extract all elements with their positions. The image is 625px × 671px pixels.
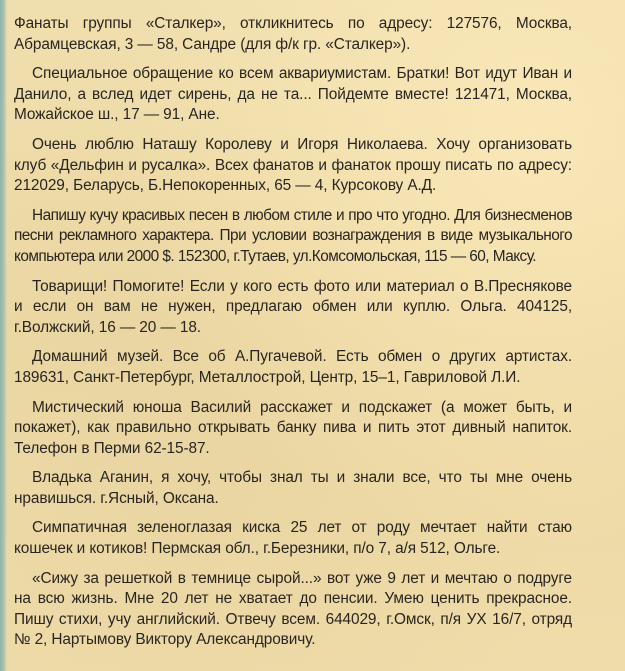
classified-ad-green-eyed-kitty: Симпатичная зеленоглазая киска 25 лет от роду мечтает найти стаю кошечек и котиков! Пермская обл., г.Березники, п/о 7, а/я 512, Ольге. [14,519,572,558]
classified-ad-pugacheva-museum: Домашний музей. Все об А.Пугачевой. Есть обмен о других артистах. 189631, Санкт-Петербург, Металлострой, Центр, 15–1, Гавриловой Л.И. [14,348,572,386]
classified-ad-presnyakov-materials: Товарищи! Помогите! Если у кого есть фото или материал о В.Преснякове и если он вам не нужен, предлагаю обмен или куплю. Ольга. 404125, г.Волжский, 16 — 20 — 18. [14,277,572,336]
classified-ad-songwriter: Напишу кучу красивых песен в любом стиле и про что угодно. Для бизнесменов песни рекламного характера. При условии вознаграждения в виде музыкального компьютера или 2000 $. 152300, г.Тутаев, ул.Комсомольская, 115 — 60, Максу. [14,206,572,265]
page-edge-strip [0,0,7,671]
classified-ad-aquarium-fans: Специальное обращение ко всем аквариумистам. Братки! Вот идут Иван и Данило, а вслед идет сирень, да не та... Пойдемте вместе! 121471, Москва, Можайское ш., 17 — 91, Ане. [14,65,572,124]
classifieds-column [14,14,572,660]
classified-ad-omsk-prisoner: «Сижу за решеткой в темнице сырой...» вот уже 9 лет и мечтаю о подруге на всю жизнь. Мне 20 лет не хватает до пенсии. Умею ценить прекрасное. Пишу стихи, учу английский. Отвечу всем. 644029, г.Омск, п/я УХ 16/7, отряд № 2, Нартымову Виктору Александровичу. [14,569,572,649]
classified-ad-stalker-fans: Фанаты группы «Сталкер», откликнитесь по адресу: 127576, Москва, Абрамцевская, 3 — 58, Сандре (для ф/к гр. «Сталкер»). [14,15,572,53]
classified-ad-vladka-aganin: Владька Аганин, я хочу, чтобы знал ты и знали все, что ты мне очень нравишься. г.Ясный, Оксана. [14,469,572,507]
classified-ad-mystic-vasily: Мистический юноша Василий расскажет и подскажет (а может быть, и покажет), как правильно открывать банку пива и пить этот дивный напиток. Телефон в Перми 62-15-87. [14,398,572,457]
classified-ad-dolphin-mermaid-club: Очень люблю Наташу Королеву и Игоря Николаева. Хочу организовать клуб «Дельфин и русалка». Всех фанатов и фанаток прошу писать по адресу: 212029, Беларусь, Б.Непокоренных, 65 — 4, Курсокову А.Д. [14,135,572,195]
